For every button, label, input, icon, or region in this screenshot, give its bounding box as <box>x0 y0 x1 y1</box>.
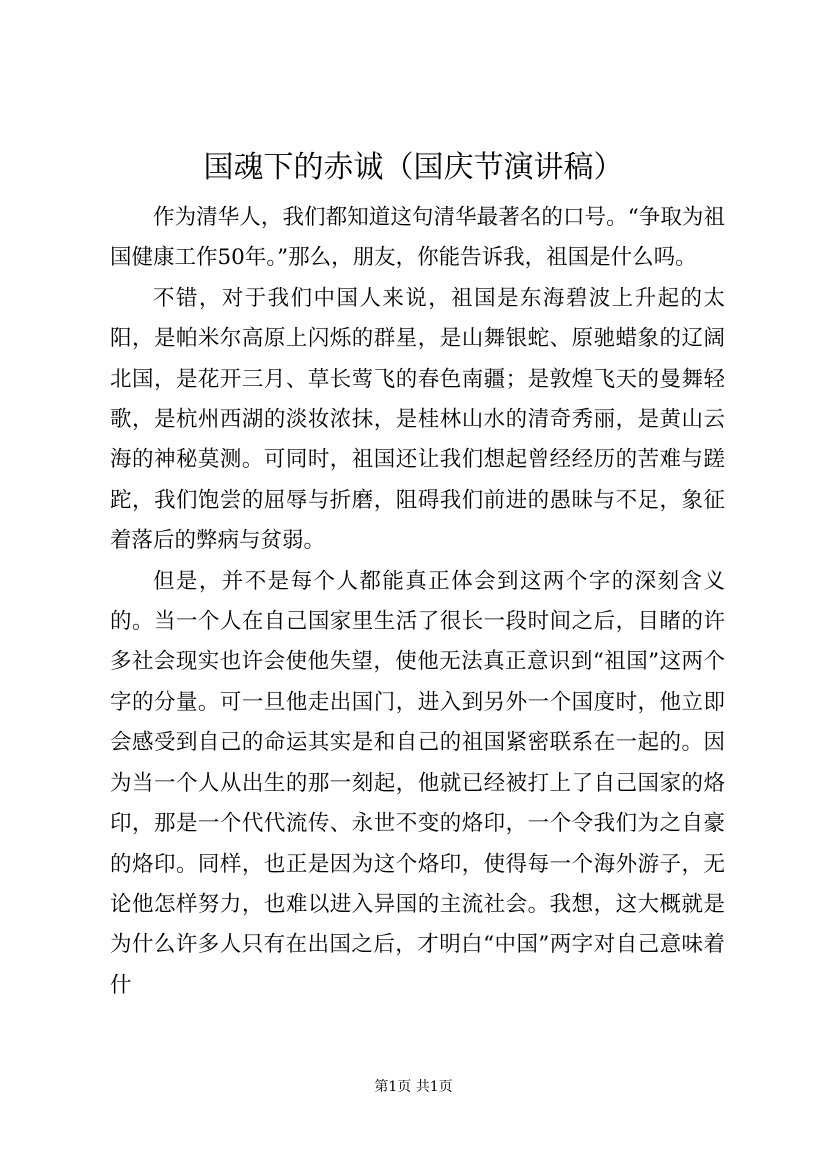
document-body <box>110 198 725 1006</box>
paragraph-3: 但是，并不是每个人都能真正体会到这两个字的深刻含义的。当一个人在自己国家里生活了很长一段时间之后，目睹的许多社会现实也许会使他失望，使他无法真正意识到“祖国”这两个字的分量。可一旦他走出国门，进入到另外一个国度时，他立即会感受到自己的命运其实是和自己的祖国紧密联系在一起的。因为当一个人从出生的那一刻起，他就已经被打上了自己国家的烙印，那是一个代代流传、永世不变的烙印，一个令我们为之自豪的烙印。同样，也正是因为这个烙印，使得每一个海外游子，无论他怎样努力，也难以进入异国的主流社会。我想，这大概就是为什么许多人只有在出国之后，才明白“中国”两字对自己意味着什 <box>110 568 725 998</box>
paragraph-2: 不错，对于我们中国人来说，祖国是东海碧波上升起的太阳，是帕米尔高原上闪烁的群星，是山舞银蛇、原驰蜡象的辽阔北国，是花开三月、草长莺飞的春色南疆；是敦煌飞天的曼舞轻歌，是杭州西湖的淡妆浓抹，是桂林山水的清奇秀丽，是黄山云海的神秘莫测。可同时，祖国还让我们想起曾经经历的苦难与蹉跎，我们饱尝的屈辱与折磨，阻碍我们前进的愚昧与不足，象征着落后的弊病与贫弱。 <box>110 285 725 554</box>
page-footer: 第1页 共1页 <box>374 1079 453 1095</box>
document-title: 国魂下的赤诚（国庆节演讲稿） <box>203 150 624 185</box>
paragraph-1: 作为清华人，我们都知道这句清华最著名的口号。“争取为祖国健康工作50年。”那么，朋友，你能告诉我，祖国是什么吗。 <box>110 205 725 271</box>
